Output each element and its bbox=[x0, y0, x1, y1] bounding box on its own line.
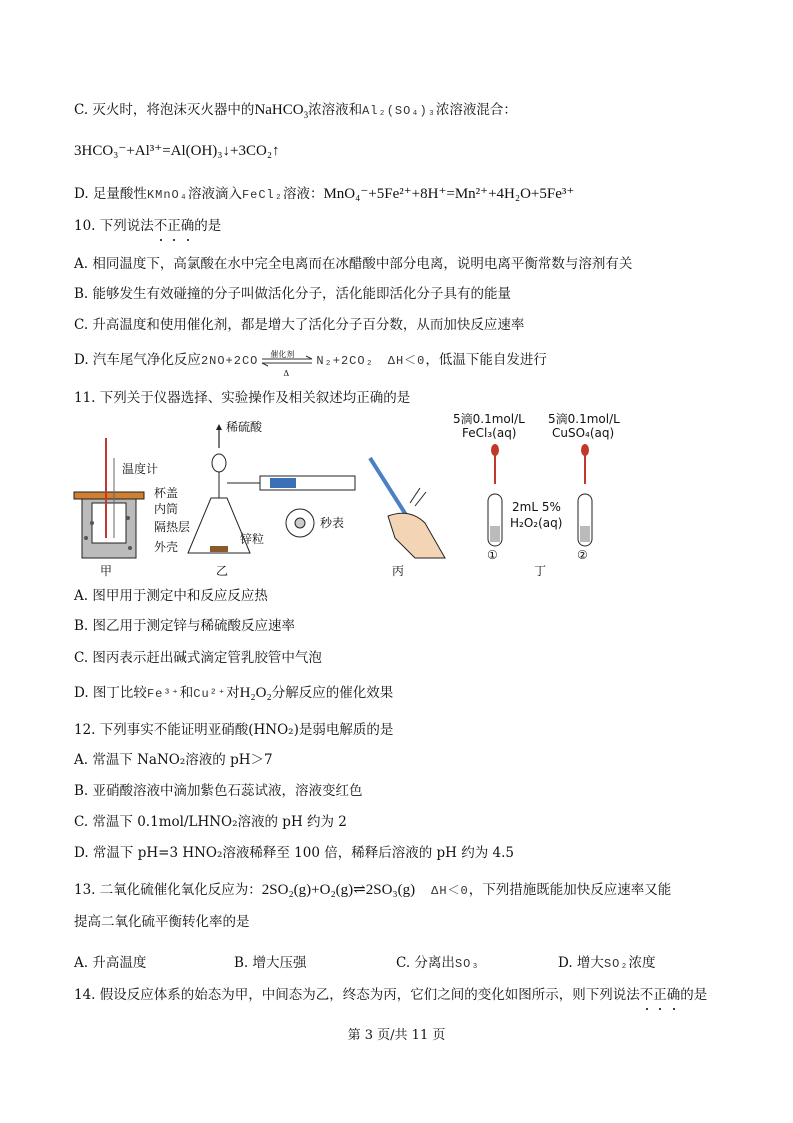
q12-option-c: C. 常温下 0.1mol/LHNO₂溶液的 pH 约为 2 bbox=[74, 814, 347, 830]
label-jia: 甲 bbox=[100, 564, 113, 578]
label-insulation: 隔热层 bbox=[154, 520, 191, 534]
q12-stem: 12. 下列事实不能证明亚硝酸(HNO₂)是弱电解质的是 bbox=[74, 722, 394, 738]
q10-option-b: B. 能够发生有效碰撞的分子叫做活化分子，活化能即活化分子具有的能量 bbox=[74, 286, 512, 302]
label-tube2: ② bbox=[577, 548, 588, 562]
q9-c-equation: 3HCO₃⁻+Al³⁺=Al(OH)₃↓+3CO₂↑ bbox=[74, 143, 280, 159]
q10-stem: 10. 下列说法不正确的是 bbox=[74, 218, 222, 234]
al2so4-formula: Al₂(SO₄)₃ bbox=[362, 104, 436, 118]
nahco3-formula: NaHCO$_3$ bbox=[254, 102, 309, 120]
q13-option-b: B. 增大压强 bbox=[234, 955, 307, 971]
label-acid: 稀硫酸 bbox=[226, 420, 263, 434]
q13-option-c: C. 分离出SO₃ bbox=[396, 955, 480, 971]
label-zinc: 锌粒 bbox=[240, 532, 265, 546]
label-inner: 内筒 bbox=[154, 502, 179, 516]
fecl2-formula: FeCl₂ bbox=[241, 188, 283, 202]
label-ding: 丁 bbox=[534, 564, 547, 578]
label-h2o2-conc: 2mL 5% bbox=[512, 500, 561, 514]
calorimeter-drawing bbox=[74, 438, 144, 558]
q9-option-c: C. 灭火时，将泡沫灭火器中的NaHCO$_3$浓溶液和Al₂(SO₄)₃浓溶液混合： bbox=[74, 102, 517, 120]
q13-option-a: A. 升高温度 bbox=[74, 955, 147, 971]
q13-stem-cont: 提高二氧化硫平衡转化率的是 bbox=[74, 914, 250, 930]
emphasis-dots: 不正确 bbox=[153, 218, 195, 234]
burette-hand-drawing bbox=[370, 458, 445, 558]
label-h2o2: H₂O₂(aq) bbox=[510, 516, 563, 530]
q11-figure bbox=[70, 408, 740, 578]
label-cuso4: CuSO₄(aq) bbox=[552, 426, 615, 440]
label-cuso4-conc: 5滴0.1mol/L bbox=[548, 412, 620, 426]
q13-stem: 13. 二氧化硫催化氧化反应为：2SO₂(g)+O₂(g)⇌2SO₃(g) ΔH＜0，下列措施既能加快反应速率又能 bbox=[74, 882, 672, 898]
q11-option-b: B. 图乙用于测定锌与稀硫酸反应速率 bbox=[74, 618, 296, 634]
label-fecl3-conc: 5滴0.1mol/L bbox=[453, 412, 525, 426]
q10-option-c: C. 升高温度和使用催化剂，都是增大了活化分子百分数，从而加快反应速率 bbox=[74, 317, 525, 333]
label-tube1: ① bbox=[487, 548, 498, 562]
q9-d-equation: MnO₄⁻+5Fe²⁺+8H⁺=Mn²⁺+4H₂O+5Fe³⁺ bbox=[323, 186, 575, 202]
q9-option-d: D. 足量酸性KMnO₄溶液滴入FeCl₂溶液：MnO₄⁻+5Fe²⁺+8H⁺=Mn²⁺+4H₂O+5Fe³⁺ bbox=[74, 186, 575, 202]
q9-c-text: C. 灭火时，将泡沫灭火器中的 bbox=[74, 102, 255, 118]
catalyst-arrow: 催化剂 Δ bbox=[258, 351, 316, 371]
label-stopwatch: 秒表 bbox=[320, 516, 345, 530]
label-yi: 乙 bbox=[216, 564, 229, 578]
emphasis-dots-q14: 不正确 bbox=[639, 987, 681, 1003]
q13-option-d: D. 增大SO₂浓度 bbox=[558, 955, 656, 971]
q10-option-a: A. 相同温度下，高氯酸在水中完全电离而在冰醋酸中部分电离，说明电离平衡常数与溶剂有关 bbox=[74, 256, 633, 272]
q14-stem: 14. 假设反应体系的始态为甲，中间态为乙，终态为丙，它们之间的变化如图所示，则下列说法不正确的是 bbox=[74, 987, 708, 1003]
label-thermometer: 温度计 bbox=[122, 462, 159, 476]
q11-option-a: A. 图甲用于测定中和反应反应热 bbox=[74, 588, 268, 604]
q10-option-d: D. 汽车尾气净化反应2NO+2CO 催化剂 Δ N₂+2CO₂ ΔH＜0，低温下能自发进行 bbox=[74, 349, 547, 378]
kmno4-formula: KMnO₄ bbox=[146, 188, 188, 202]
label-lid: 杯盖 bbox=[154, 486, 179, 500]
flask-drawing bbox=[188, 424, 355, 553]
label-fecl3: FeCl₃(aq) bbox=[462, 426, 517, 440]
q11-option-c: C. 图丙表示赶出碱式滴定管乳胶管中气泡 bbox=[74, 650, 322, 666]
test-tubes-drawing bbox=[488, 444, 592, 546]
page-footer: 第 3 页/共 11 页 bbox=[347, 1028, 446, 1043]
q12-option-a: A. 常温下 NaNO₂溶液的 pH＞7 bbox=[74, 752, 273, 768]
label-bing: 丙 bbox=[392, 564, 405, 578]
label-shell: 外壳 bbox=[154, 540, 179, 554]
q12-option-d: D. 常温下 pH=3 HNO₂溶液稀释至 100 倍，稀释后溶液的 pH 约为 4.5 bbox=[74, 845, 514, 861]
q11-stem: 11. 下列关于仪器选择、实验操作及相关叙述均正确的是 bbox=[74, 390, 411, 406]
q11-option-d: D. 图丁比较Fe³⁺和Cu²⁺对H₂O₂分解反应的催化效果 bbox=[74, 685, 394, 701]
q12-option-b: B. 亚硝酸溶液中滴加紫色石蕊试液，溶液变红色 bbox=[74, 783, 363, 799]
